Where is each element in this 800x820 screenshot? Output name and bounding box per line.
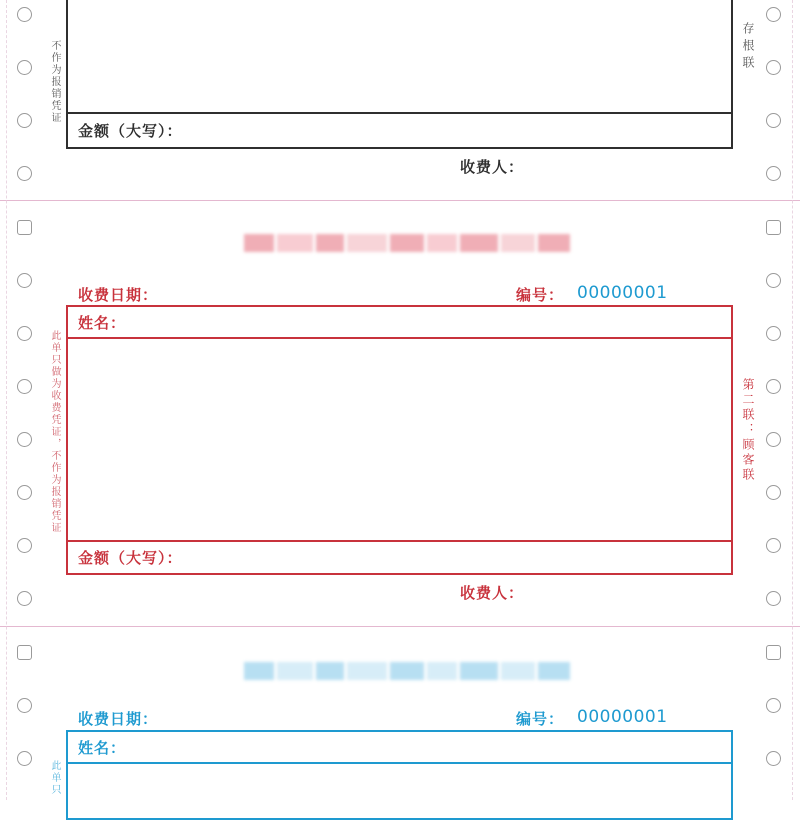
round-perforation-hole-icon <box>17 591 32 606</box>
round-perforation-hole-icon <box>766 113 781 128</box>
customer-right-note: 第二联：顾客联 <box>741 378 755 483</box>
stub-amount-divider <box>66 112 733 114</box>
customer-date-label: 收费日期： <box>78 286 159 304</box>
right-tractor-edge <box>792 0 793 800</box>
round-perforation-hole-icon <box>17 751 32 766</box>
round-perforation-hole-icon <box>17 326 32 341</box>
round-perforation-hole-icon <box>766 273 781 288</box>
square-perforation-hole-icon <box>17 220 32 235</box>
customer-form-box <box>66 305 733 575</box>
round-perforation-hole-icon <box>17 432 32 447</box>
round-perforation-hole-icon <box>766 698 781 713</box>
third-number-value: 00000001 <box>577 707 668 727</box>
customer-left-note: 此单只做为收费凭证，不作为报销凭证 <box>49 330 60 534</box>
customer-name-divider <box>66 337 733 339</box>
round-perforation-hole-icon <box>766 379 781 394</box>
round-perforation-hole-icon <box>766 326 781 341</box>
left-tractor-edge <box>6 0 7 800</box>
round-perforation-hole-icon <box>17 538 32 553</box>
stub-left-note: 不作为报销凭证 <box>49 40 60 124</box>
perforation-line-2 <box>0 626 800 627</box>
third-left-note: 此单只 <box>49 760 60 796</box>
square-perforation-hole-icon <box>766 220 781 235</box>
square-perforation-hole-icon <box>766 645 781 660</box>
third-date-label: 收费日期： <box>78 710 159 728</box>
square-perforation-hole-icon <box>17 645 32 660</box>
stub-payee-label: 收费人： <box>460 158 525 176</box>
round-perforation-hole-icon <box>17 273 32 288</box>
customer-name-label: 姓名： <box>78 314 127 332</box>
perforation-line-1 <box>0 200 800 201</box>
stub-right-note: 存根联 <box>741 22 755 73</box>
round-perforation-hole-icon <box>766 591 781 606</box>
third-obscured-title <box>244 662 570 680</box>
customer-obscured-title <box>244 234 570 252</box>
customer-amount-label: 金额（大写）： <box>78 549 183 567</box>
round-perforation-hole-icon <box>766 166 781 181</box>
round-perforation-hole-icon <box>766 538 781 553</box>
round-perforation-hole-icon <box>17 379 32 394</box>
customer-number-value: 00000001 <box>577 283 668 303</box>
customer-payee-label: 收费人： <box>460 584 525 602</box>
round-perforation-hole-icon <box>766 751 781 766</box>
stub-amount-label: 金额（大写）： <box>78 122 183 140</box>
third-name-label: 姓名： <box>78 739 127 757</box>
third-name-divider <box>66 762 733 764</box>
round-perforation-hole-icon <box>17 113 32 128</box>
round-perforation-hole-icon <box>17 166 32 181</box>
customer-amount-divider <box>66 540 733 542</box>
round-perforation-hole-icon <box>17 7 32 22</box>
third-number-label: 编号： <box>516 710 565 728</box>
round-perforation-hole-icon <box>766 7 781 22</box>
customer-number-label: 编号： <box>516 286 565 304</box>
round-perforation-hole-icon <box>17 60 32 75</box>
round-perforation-hole-icon <box>766 60 781 75</box>
round-perforation-hole-icon <box>766 432 781 447</box>
third-form-box <box>66 730 733 820</box>
round-perforation-hole-icon <box>17 698 32 713</box>
round-perforation-hole-icon <box>766 485 781 500</box>
round-perforation-hole-icon <box>17 485 32 500</box>
